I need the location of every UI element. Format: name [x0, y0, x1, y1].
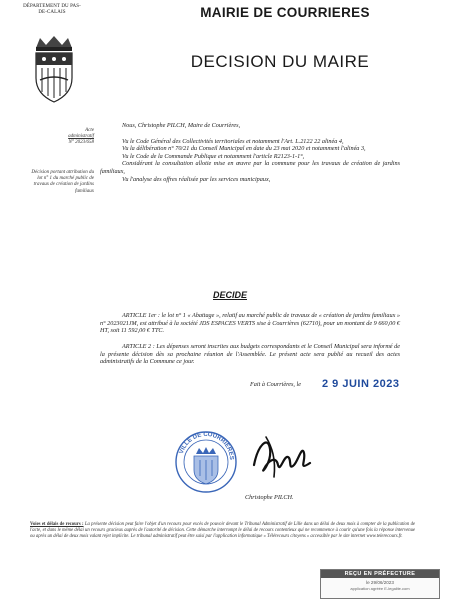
considerant-paragraph: Considérant la consultation allotie mise en œuvre par la commune pour les travaux de création de jardins familiaux,	[100, 160, 400, 175]
article-1-label: ARTICLE 1er :	[122, 312, 160, 319]
vu-cgct: Vu le Code Général des Collectivités territoriales et notamment l'Art. L.2122 22 alinéa 4,	[122, 137, 344, 145]
mairie-title: MAIRIE DE COURRIERES	[200, 5, 370, 20]
prefecture-stamp-site: application agréée E-legalite.com	[350, 586, 410, 591]
article-2	[100, 343, 400, 366]
prefecture-stamp-date: le 29/06/2023	[366, 580, 394, 585]
recours-notice	[30, 522, 415, 540]
handwritten-signature-icon	[248, 425, 318, 485]
acte-reference	[28, 128, 94, 147]
recours-lead: Voies et délais de recours :	[30, 522, 84, 527]
vu-analyse: Vu l'analyse des offres réalisée par les services municipaux,	[122, 175, 271, 183]
coat-of-arms-icon	[30, 34, 78, 104]
acte-objet: Décision portant attribution du lot n° 1 du marché public de travaux de création de jardins familiaux	[31, 170, 94, 194]
article-2-text: Les dépenses seront inscrites aux budgets correspondants et le Conseil Municipal sera informé de la présente décision dès sa prochaine réunion de l'Assemblée. Le présent acte sera publié au recueil des actes administratifs de la Commune ce jour.	[100, 343, 400, 366]
intro-paragraph: Nous, Christophe PILCH, Maire de Courrières,	[122, 122, 241, 129]
signer-name: Christophe PILCH.	[245, 494, 294, 501]
article-1-text: le lot n° 1 « Abattage », relatif au marché public de travaux de « création de jardins familiaux » n° 2023021JM, est attribué à la société JDS ESPACES VERTS sise à Courrières (62710), pour un montant de 9 660,00 € HT, soit 11 592,00 € TTC.	[100, 312, 401, 335]
prefecture-stamp-title: REÇU EN PRÉFECTURE	[321, 570, 439, 578]
acte-line1: Acte	[85, 128, 94, 133]
article-1	[100, 312, 400, 335]
mairie-seal-icon	[172, 420, 240, 500]
decide-heading: DECIDE	[212, 290, 247, 300]
acte-number: N° 2023/658	[68, 140, 94, 146]
article-2-label: ARTICLE 2 :	[122, 343, 155, 350]
signature-place: Fait à Courrières, le	[250, 381, 301, 388]
prefecture-stamp	[320, 569, 440, 599]
acte-line2: administratif	[68, 134, 94, 140]
department-label: DÉPARTEMENT DU PAS-DE-CALAIS	[23, 4, 81, 15]
recours-text: La présente décision peut faire l'objet d'un recours pour excès de pouvoir devant le Tribunal Administratif de Lille dans un délai de deux mois à compter de la publication de l'acte, et dans le même délai un recours gracieux auprès de l'autorité de décision. Cette démarche interrompt le délai de recours contentieux qui ne recommence à courir qu'une fois la réponse intervenue ou après un délai de deux mois valant rejet implicite. Le tribunal administratif peut être saisi par l'application informatique « Télérecours citoyens » accessible par le site internet www.telerecours.fr.	[30, 522, 415, 539]
date-stamp: 2 9 JUIN 2023	[322, 378, 400, 390]
vu-deliberation: Vu la délibération n° 70/21 du Conseil Municipal en date du 23 mai 2020 et notamment l'alinéa 3,	[122, 145, 366, 153]
vu-code-commande: Vu le Code de la Commande Publique et notamment l'article R2123-1-1°,	[122, 152, 305, 160]
body-visa	[100, 122, 400, 183]
document-title: DECISION DU MAIRE	[190, 52, 370, 71]
seal-text: VILLE DE COURRIÈRES	[178, 431, 235, 461]
